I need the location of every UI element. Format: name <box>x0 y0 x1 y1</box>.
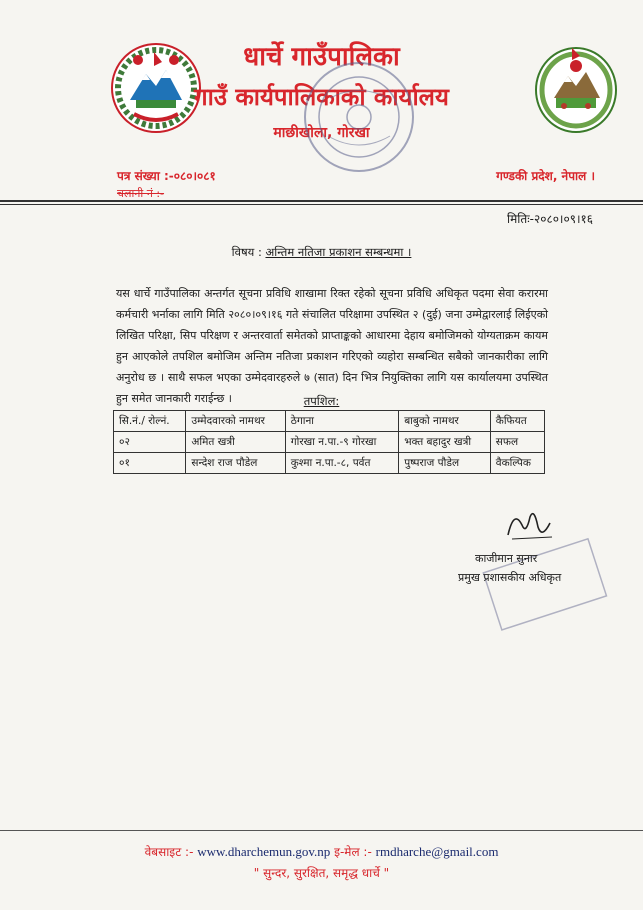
signatory-name: काजीमान सुनार <box>475 552 538 565</box>
table-title: तपशिल: <box>303 394 340 408</box>
cell-address: गोरखा न.पा.-९ गोरखा <box>285 432 398 453</box>
dispatch-number: चलानी नं :- <box>117 187 165 200</box>
subject-line <box>0 245 643 260</box>
footer-divider <box>0 830 643 831</box>
table-header-row <box>114 411 545 432</box>
subject-text: अन्तिम नतिजा प्रकाशन सम्बन्धमा । <box>265 245 412 259</box>
cell-remarks: सफल <box>490 432 544 453</box>
cell-name: अमित खत्री <box>186 432 285 453</box>
col-header-roll: सि.नं./ रोल्नं. <box>114 411 186 432</box>
table-row <box>114 453 545 474</box>
col-header-name: उम्मेदवारको नामथर <box>186 411 285 432</box>
cell-remarks: वैकल्पिक <box>490 453 544 474</box>
cell-father: पुष्पराज पौडेल <box>399 453 491 474</box>
office-name: गाउँ कार्यपालिकाको कार्यालय <box>194 83 449 111</box>
signatory-stamp <box>478 535 608 635</box>
office-stamp <box>300 58 418 176</box>
subject-label: विषय : <box>231 245 262 259</box>
email-label: इ-मेल :- <box>334 845 372 859</box>
footer-contact <box>0 843 643 860</box>
cell-roll: ०२ <box>114 432 186 453</box>
cell-name: सन्देश राज पौडेल <box>186 453 285 474</box>
col-header-remarks: कैफियत <box>490 411 544 432</box>
slogan: " सुन्दर, सुरक्षित, समृद्ध धार्चे " <box>253 866 390 880</box>
cell-address: कुश्मा न.पा.-८, पर्वत <box>285 453 398 474</box>
signatory-title: प्रमुख प्रशासकीय अधिकृत <box>458 571 562 584</box>
municipality-name: धार्चे गाउँपालिका <box>243 42 400 72</box>
col-header-father: बाबुको नामथर <box>399 411 491 432</box>
table-row <box>114 432 545 453</box>
reference-number: पत्र संख्या :-०८०।०८१ <box>117 169 216 183</box>
office-address: माछीखोला, गोरखा <box>273 125 370 141</box>
cell-roll: ०१ <box>114 453 186 474</box>
cell-father: भक्त बहादुर खत्री <box>399 432 491 453</box>
province-name: गण्डकी प्रदेश, नेपाल । <box>496 169 595 183</box>
body-paragraph: यस धार्चे गाउँपालिका अन्तर्गत सूचना प्रविधि शाखामा रिक्त रहेको सूचना प्रविधि अधिकृत पदमा सेवा करारमा कर्मचारी भर्नाका लागि मिति २०८०।०९।१६ गते संचालित परिक्षामा उपस्थित २ (दुई) जना उम्मेद्वारलाई लिईएको लिखित परिक्षा, सिप परिक्षण र अन्तरवार्ता समेतको प्राप्ताङ्कको आधारमा देहाय बमोजिमको योग्यताक्रम कायम हुन आएकोले तपशिल बमोजिम अन्तिम नतिजा प्रकाशन गरिएको व्यहोरा सम्बन्धित सबैको जानकारीका लागि अनुरोध छ । साथै सफल भएका उम्मेदवारहरुले ७ (सात) दिन भित्र नियुक्तिका लागि यस कार्यालयमा उपस्थित हुन समेत जानकारी गराईन्छ । <box>116 287 548 405</box>
letter-date: मितिः-२०८०।०९।१६ <box>506 212 593 226</box>
website-link[interactable]: www.dharchemun.gov.np <box>197 844 331 859</box>
col-header-address: ठेगाना <box>285 411 398 432</box>
header-divider <box>0 200 643 202</box>
header-divider-thin <box>0 204 643 205</box>
email-link[interactable]: rmdharche@gmail.com <box>375 844 499 859</box>
website-label: वेबसाइट :- <box>144 845 194 859</box>
results-table <box>113 410 545 474</box>
